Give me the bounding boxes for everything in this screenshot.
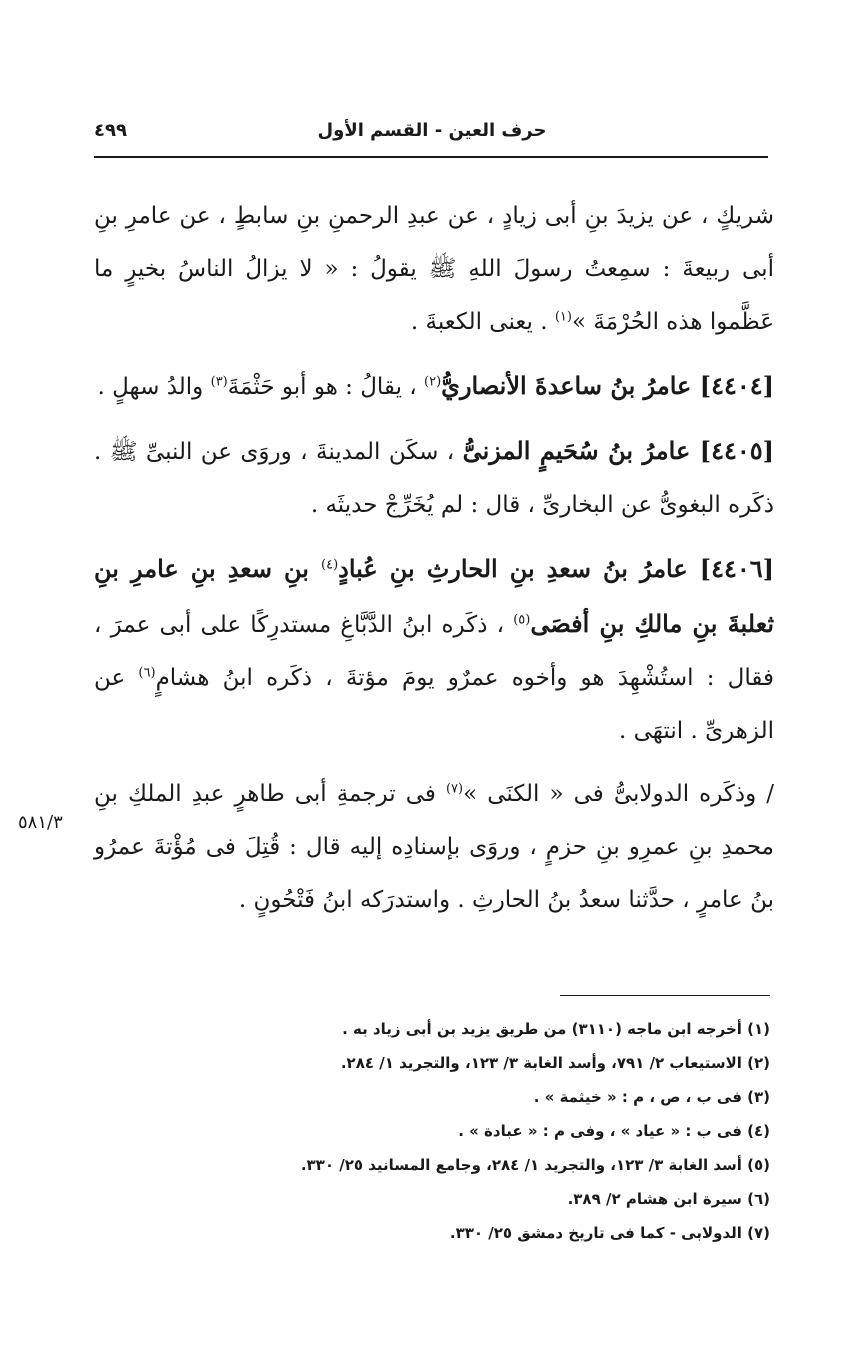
footnote-item: (٤) فى ب : « عياد » ، وفى م : « عبادة » . xyxy=(458,1122,770,1140)
page-number: ٤٩٩ xyxy=(94,120,127,141)
paragraph-text: . يعنى الكعبةَ . xyxy=(410,309,555,335)
footnote-marker: (٥) xyxy=(513,612,531,628)
running-header xyxy=(94,116,770,156)
header-rule xyxy=(94,156,768,158)
header-title: حرف العين - القسم الأول xyxy=(317,120,547,141)
paragraph-text: شريكٍ ، عن يزيدَ بنِ أبى زيادٍ ، عن عبدِ الرحمنِ بنِ سابطٍ ، عن عامرِ بنِ أبى ربيعةَ : سمِعتُ رسولَ اللهِ ﷺ يقولُ : « لا يزالُ الناسُ بخيرٍ ما عَظَّموا هذه الحُرْمَةَ » xyxy=(94,203,774,335)
paragraph xyxy=(94,542,774,758)
entry-name: بنِ سعدِ بنِ عامرِ بنِ ثعلبةَ بنِ مالكِ بنِ أفصَى xyxy=(94,554,774,638)
footnote-item: (١) أخرجه ابن ماجه (٣١١٠) من طريق يزيد بن أبى زياد به . xyxy=(342,1020,770,1038)
paragraph-text: / وذكَره الدولابىُّ فى « الكنَى » xyxy=(463,781,774,807)
entry-number: [٤٤٠٤] xyxy=(691,371,774,400)
paragraph xyxy=(94,424,774,532)
paragraph-text: ، يقالُ : هو أبو حَثْمَةَ xyxy=(227,374,425,400)
footnote-item: (٣) فى ب ، ص ، م : « خيثمة » . xyxy=(533,1088,770,1106)
paragraph-text: والدُ سهلٍ . xyxy=(97,374,211,400)
footnote-marker: (٦) xyxy=(138,665,156,681)
paragraph xyxy=(94,190,774,349)
paragraph xyxy=(94,359,774,414)
entry-name: عامرُ بنُ سُحَيمٍ المزنىُّ xyxy=(462,436,691,465)
footnote-marker: (٤) xyxy=(321,557,339,573)
footnote-item: (٢) الاستيعاب ٢/ ٧٩١، وأسد الغابة ٣/ ١٢٣، والتجريد ١/ ٢٨٤. xyxy=(340,1054,770,1072)
entry-number: [٤٤٠٦] xyxy=(687,554,775,583)
paragraph-text: فى ترجمةِ أبى طاهرٍ عبدِ الملكِ بنِ محمدِ بنِ عمرِو بنِ حزمٍ ، وروَى بإسنادِه إليه قال : قُتِلَ فى مُؤْتةَ عمرُو بنُ عامرٍ ، حدَّثنا سعدُ بنُ الحارثِ . واستدرَكه ابنُ فَتْحُونٍ . xyxy=(94,781,774,913)
main-text xyxy=(94,190,774,937)
footnote-item: (٥) أسد الغابة ٣/ ١٢٣، والتجريد ١/ ٢٨٤، وجامع المسانيد ٢٥/ ٣٣٠. xyxy=(300,1156,770,1174)
footnote-item: (٦) سيرة ابن هشام ٢/ ٣٨٩. xyxy=(567,1190,770,1208)
paragraph-text: ، سكَن المدينةَ ، وروَى عن النبىِّ ﷺ . ذكَره البغوىُّ عن البخارىِّ ، قال : لم يُخَرِّجْ حديثَه . xyxy=(94,439,774,518)
footnote-marker: (٧) xyxy=(445,781,464,797)
paragraph-text: عن الزهرىِّ . انتهَى . xyxy=(94,665,774,744)
entry-name: عامرُ بنُ سعدِ بنِ الحارثِ بنِ عُبادٍ xyxy=(338,554,688,583)
footnote-item: (٧) الدولابى - كما فى تاريخ دمشق ٢٥/ ٣٣٠. xyxy=(449,1224,770,1242)
footnote-marker: (٣) xyxy=(210,374,228,390)
footnote-marker: (٢) xyxy=(424,374,442,390)
paragraph-text: ، ذكَره ابنُ الدَّبَّاغِ مستدرِكًا على أبى عمرَ ، فقال : استُشْهِدَ هو وأخوه عمرٌو يومَ مؤتةَ ، ذكَره ابنُ هشامٍ xyxy=(94,612,774,691)
footnotes xyxy=(94,1012,770,1250)
entry-number: [٤٤٠٥] xyxy=(690,436,775,465)
paragraph xyxy=(94,768,774,927)
margin-reference: ٥٨١/٣ xyxy=(18,812,63,833)
entry-name: عامرُ بنُ ساعدةَ الأنصاريُّ xyxy=(441,371,692,400)
footnote-rule xyxy=(560,995,770,996)
footnote-marker: (١) xyxy=(554,309,572,325)
